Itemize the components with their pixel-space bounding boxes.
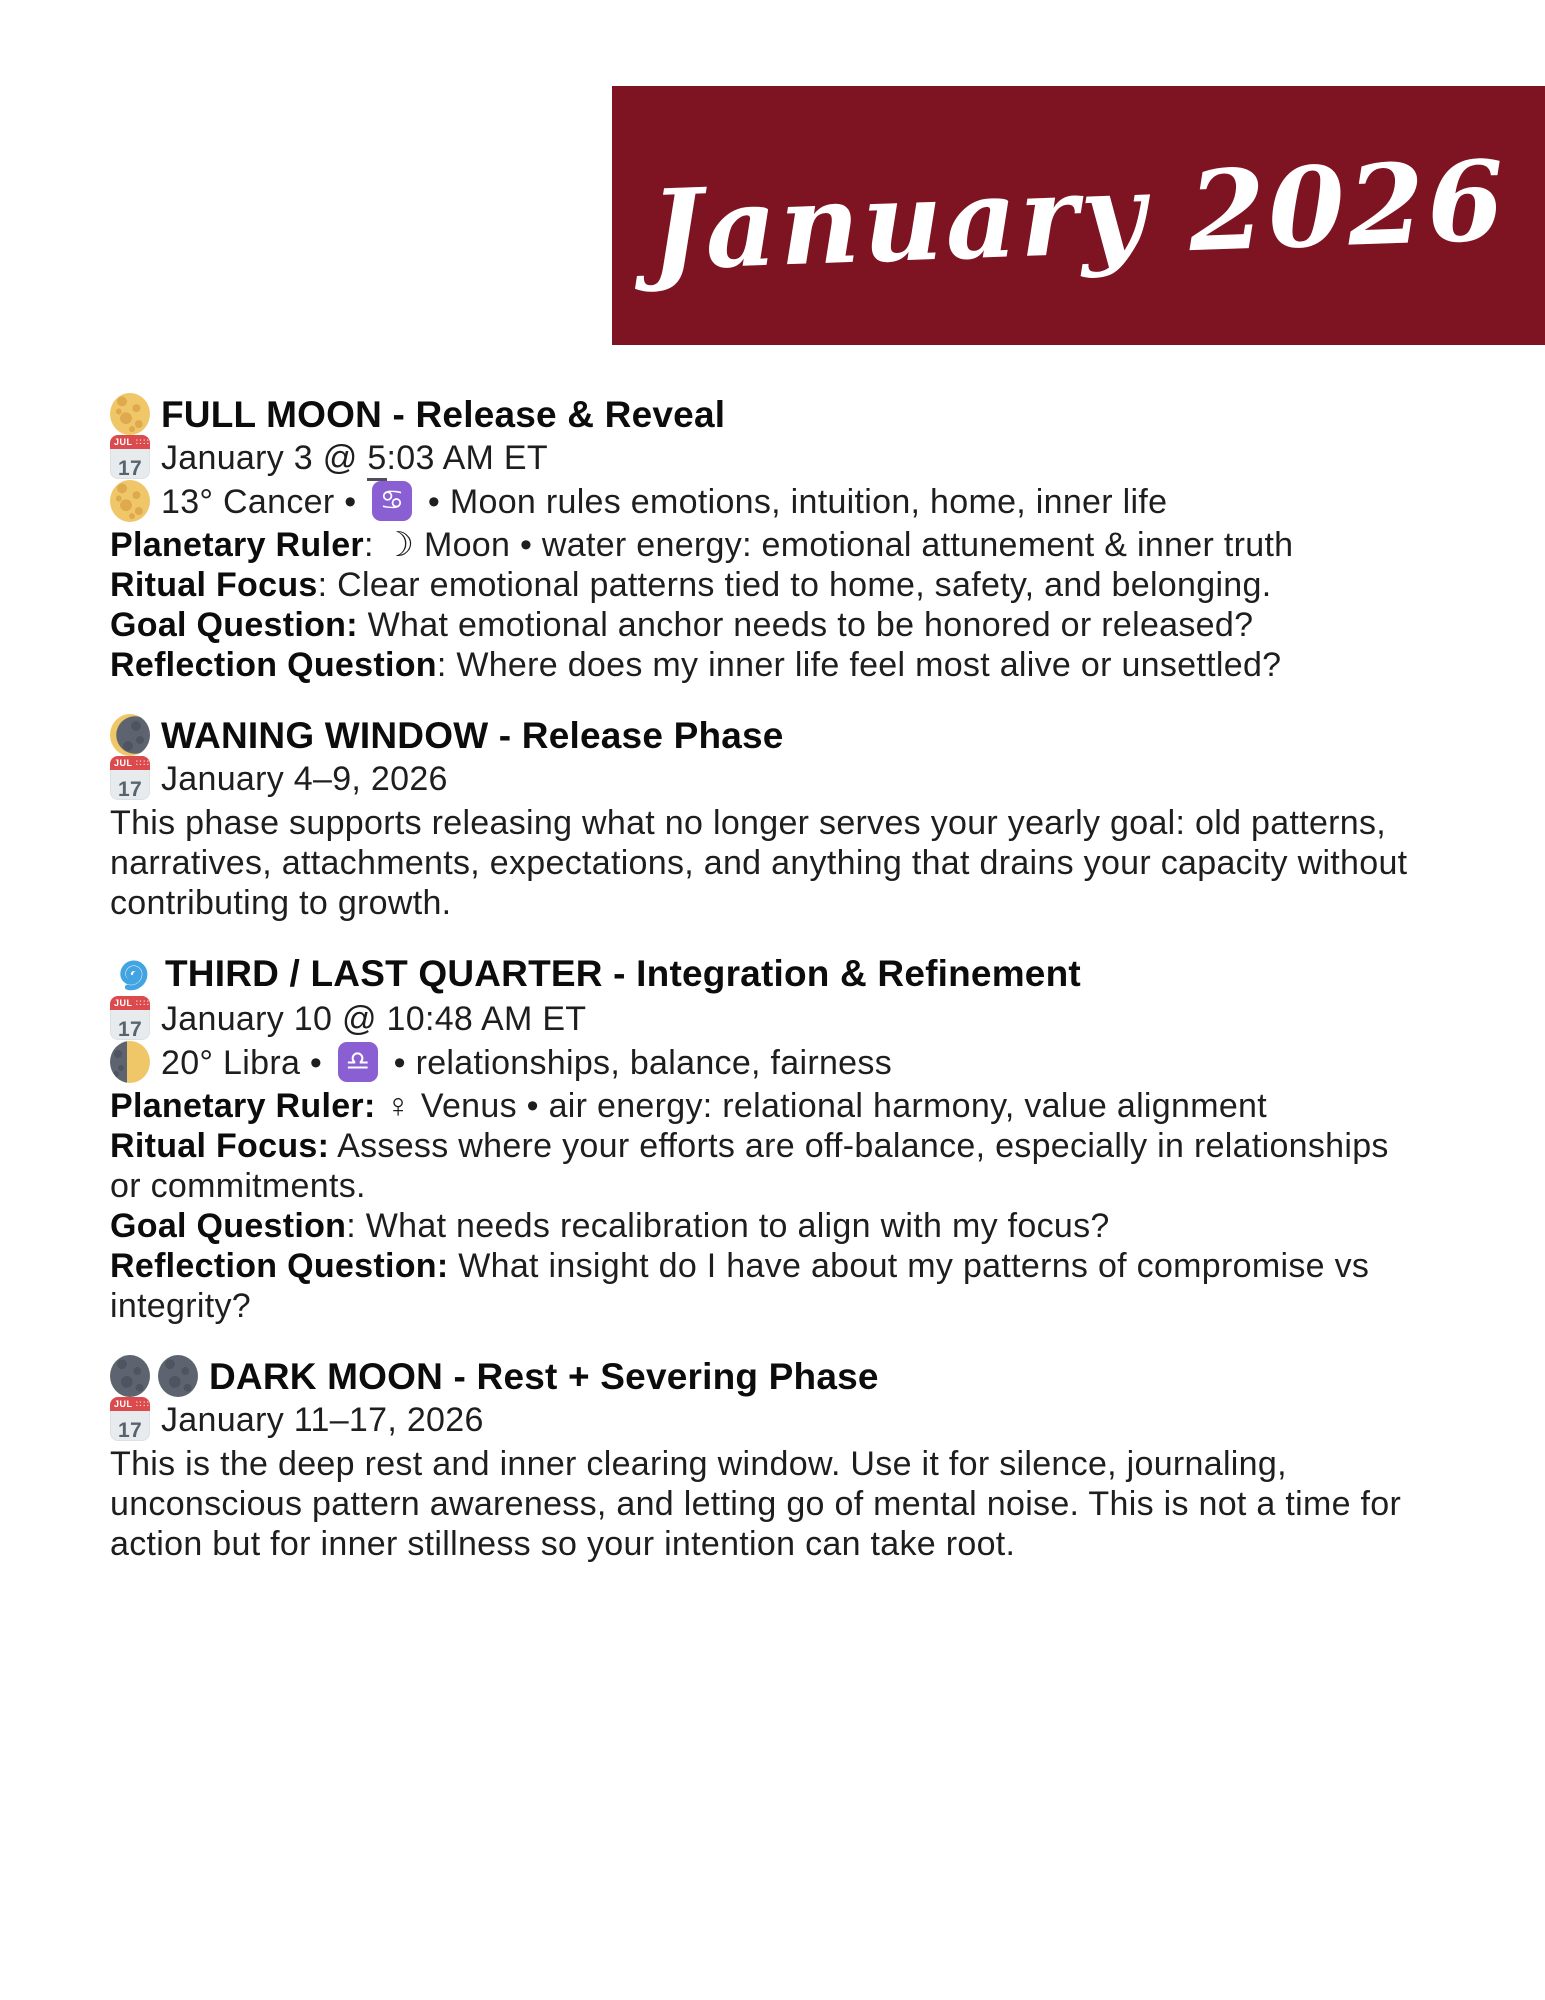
section-title: THIRD / LAST QUARTER - Integration & Refinement <box>165 953 1081 995</box>
date-text: January 4–9, 2026 <box>161 760 448 799</box>
waning-crescent-moon-icon <box>110 714 150 756</box>
date-line <box>110 438 1415 482</box>
detail-text: : ☽ Moon • water energy: emotional attunement & inner truth <box>363 526 1294 565</box>
last-quarter-moon-icon <box>110 1041 150 1083</box>
section-title-line <box>110 713 1415 759</box>
moon-position-pre: 13° Cancer • <box>161 483 367 522</box>
detail-line-planetary-ruler <box>110 1086 1415 1126</box>
section-title: FULL MOON - Release & Reveal <box>161 394 726 435</box>
detail-text: : What needs recalibration to align with my focus? <box>346 1206 1110 1245</box>
detail-label: Planetary Ruler: <box>110 1086 376 1125</box>
moon-position-pre: 20° Libra • <box>161 1043 332 1082</box>
new-moon-icon <box>110 1355 150 1397</box>
section-full-moon <box>110 392 1415 685</box>
moon-position-post: • relationships, balance, fairness <box>383 1043 892 1082</box>
full-moon-icon <box>110 393 150 435</box>
section-waning-window <box>110 713 1415 923</box>
calendar-day: 17 <box>118 778 142 801</box>
full-moon-icon <box>110 480 150 522</box>
libra-sign-icon: ♎ <box>338 1042 378 1082</box>
detail-line-reflection-question <box>110 1246 1415 1326</box>
detail-label: Reflection Question: <box>110 1246 449 1285</box>
detail-text: : Clear emotional patterns tied to home, safety, and belonging. <box>317 566 1272 605</box>
detail-text: : Where does my inner life feel most alive or unsettled? <box>436 646 1282 685</box>
calendar-dots: :::: <box>135 758 150 768</box>
detail-text: What insight do I have about my patterns of compromise vs integrity? <box>110 1246 1370 1325</box>
new-moon-icon <box>158 1355 198 1397</box>
month-banner <box>612 86 1545 345</box>
section-title-line <box>110 392 1415 438</box>
calendar-icon <box>110 435 150 479</box>
section-paragraph: This is the deep rest and inner clearing window. Use it for silence, journaling, unconscious pattern awareness, and letting go of mental noise. This is not a time for action but for inner stillness so your intention can take root. <box>110 1444 1402 1563</box>
calendar-dots: :::: <box>135 1398 150 1408</box>
calendar-header <box>110 756 150 770</box>
detail-label: Reflection Question <box>110 646 437 685</box>
section-title-line <box>110 951 1415 998</box>
calendar-header <box>110 435 150 449</box>
section-title: WANING WINDOW - Release Phase <box>161 715 784 757</box>
moon-position-line <box>110 482 1415 525</box>
date-line <box>110 1400 1415 1444</box>
detail-label: Ritual Focus <box>110 566 318 605</box>
detail-label: Goal Question <box>110 1206 347 1245</box>
calendar-month: JUL <box>114 437 133 448</box>
calendar-icon <box>110 756 150 800</box>
cyclone-icon <box>110 952 154 996</box>
calendar-icon <box>110 996 150 1040</box>
calendar-dots: :::: <box>135 437 150 447</box>
calendar-day: 17 <box>118 1418 142 1441</box>
date-line <box>110 759 1415 803</box>
calendar-icon <box>110 1397 150 1441</box>
detail-line-ritual-focus <box>110 565 1415 605</box>
date-line <box>110 999 1415 1043</box>
date-text-post: :03 AM ET <box>386 439 548 478</box>
section-dark-moon <box>110 1354 1415 1564</box>
detail-text: Assess where your efforts are off-balance, especially in relationships or commitments. <box>110 1126 1389 1205</box>
moon-position-post: • Moon rules emotions, intuition, home, inner life <box>418 483 1168 522</box>
detail-label: Planetary Ruler <box>110 526 364 565</box>
page-content <box>110 392 1415 1592</box>
calendar-month: JUL <box>114 997 133 1008</box>
date-text: January 11–17, 2026 <box>161 1400 484 1439</box>
detail-line-ritual-focus <box>110 1126 1415 1206</box>
calendar-header <box>110 1397 150 1411</box>
detail-line-goal-question <box>110 1206 1415 1246</box>
calendar-month: JUL <box>114 1398 133 1409</box>
detail-line-planetary-ruler <box>110 525 1415 565</box>
detail-line-reflection-question <box>110 645 1415 685</box>
event-time-link[interactable]: 5 <box>367 439 386 481</box>
detail-line-goal-question <box>110 605 1415 645</box>
calendar-header <box>110 996 150 1010</box>
month-banner-title: January 2026 <box>648 136 1509 295</box>
cancer-sign-icon: ♋ <box>372 481 412 521</box>
calendar-day: 17 <box>118 1017 142 1040</box>
date-text-pre: January 3 @ <box>161 439 368 478</box>
calendar-day: 17 <box>118 457 142 480</box>
detail-label: Ritual Focus: <box>110 1126 330 1165</box>
date-text: January 10 @ 10:48 AM ET <box>161 999 587 1038</box>
section-paragraph: This phase supports releasing what no longer serves your yearly goal: old patterns, narratives, attachments, expectations, and anything that drains your capacity without contributing to growth. <box>110 804 1408 923</box>
calendar-dots: :::: <box>135 997 150 1007</box>
section-last-quarter <box>110 951 1415 1325</box>
moon-position-line <box>110 1043 1415 1086</box>
detail-text: What emotional anchor needs to be honored or released? <box>357 606 1254 645</box>
calendar-month: JUL <box>114 758 133 769</box>
section-title: DARK MOON - Rest + Severing Phase <box>209 1355 879 1397</box>
section-title-line <box>110 1354 1415 1400</box>
detail-label: Goal Question: <box>110 606 358 645</box>
detail-text: ♀ Venus • air energy: relational harmony, value alignment <box>375 1086 1267 1125</box>
